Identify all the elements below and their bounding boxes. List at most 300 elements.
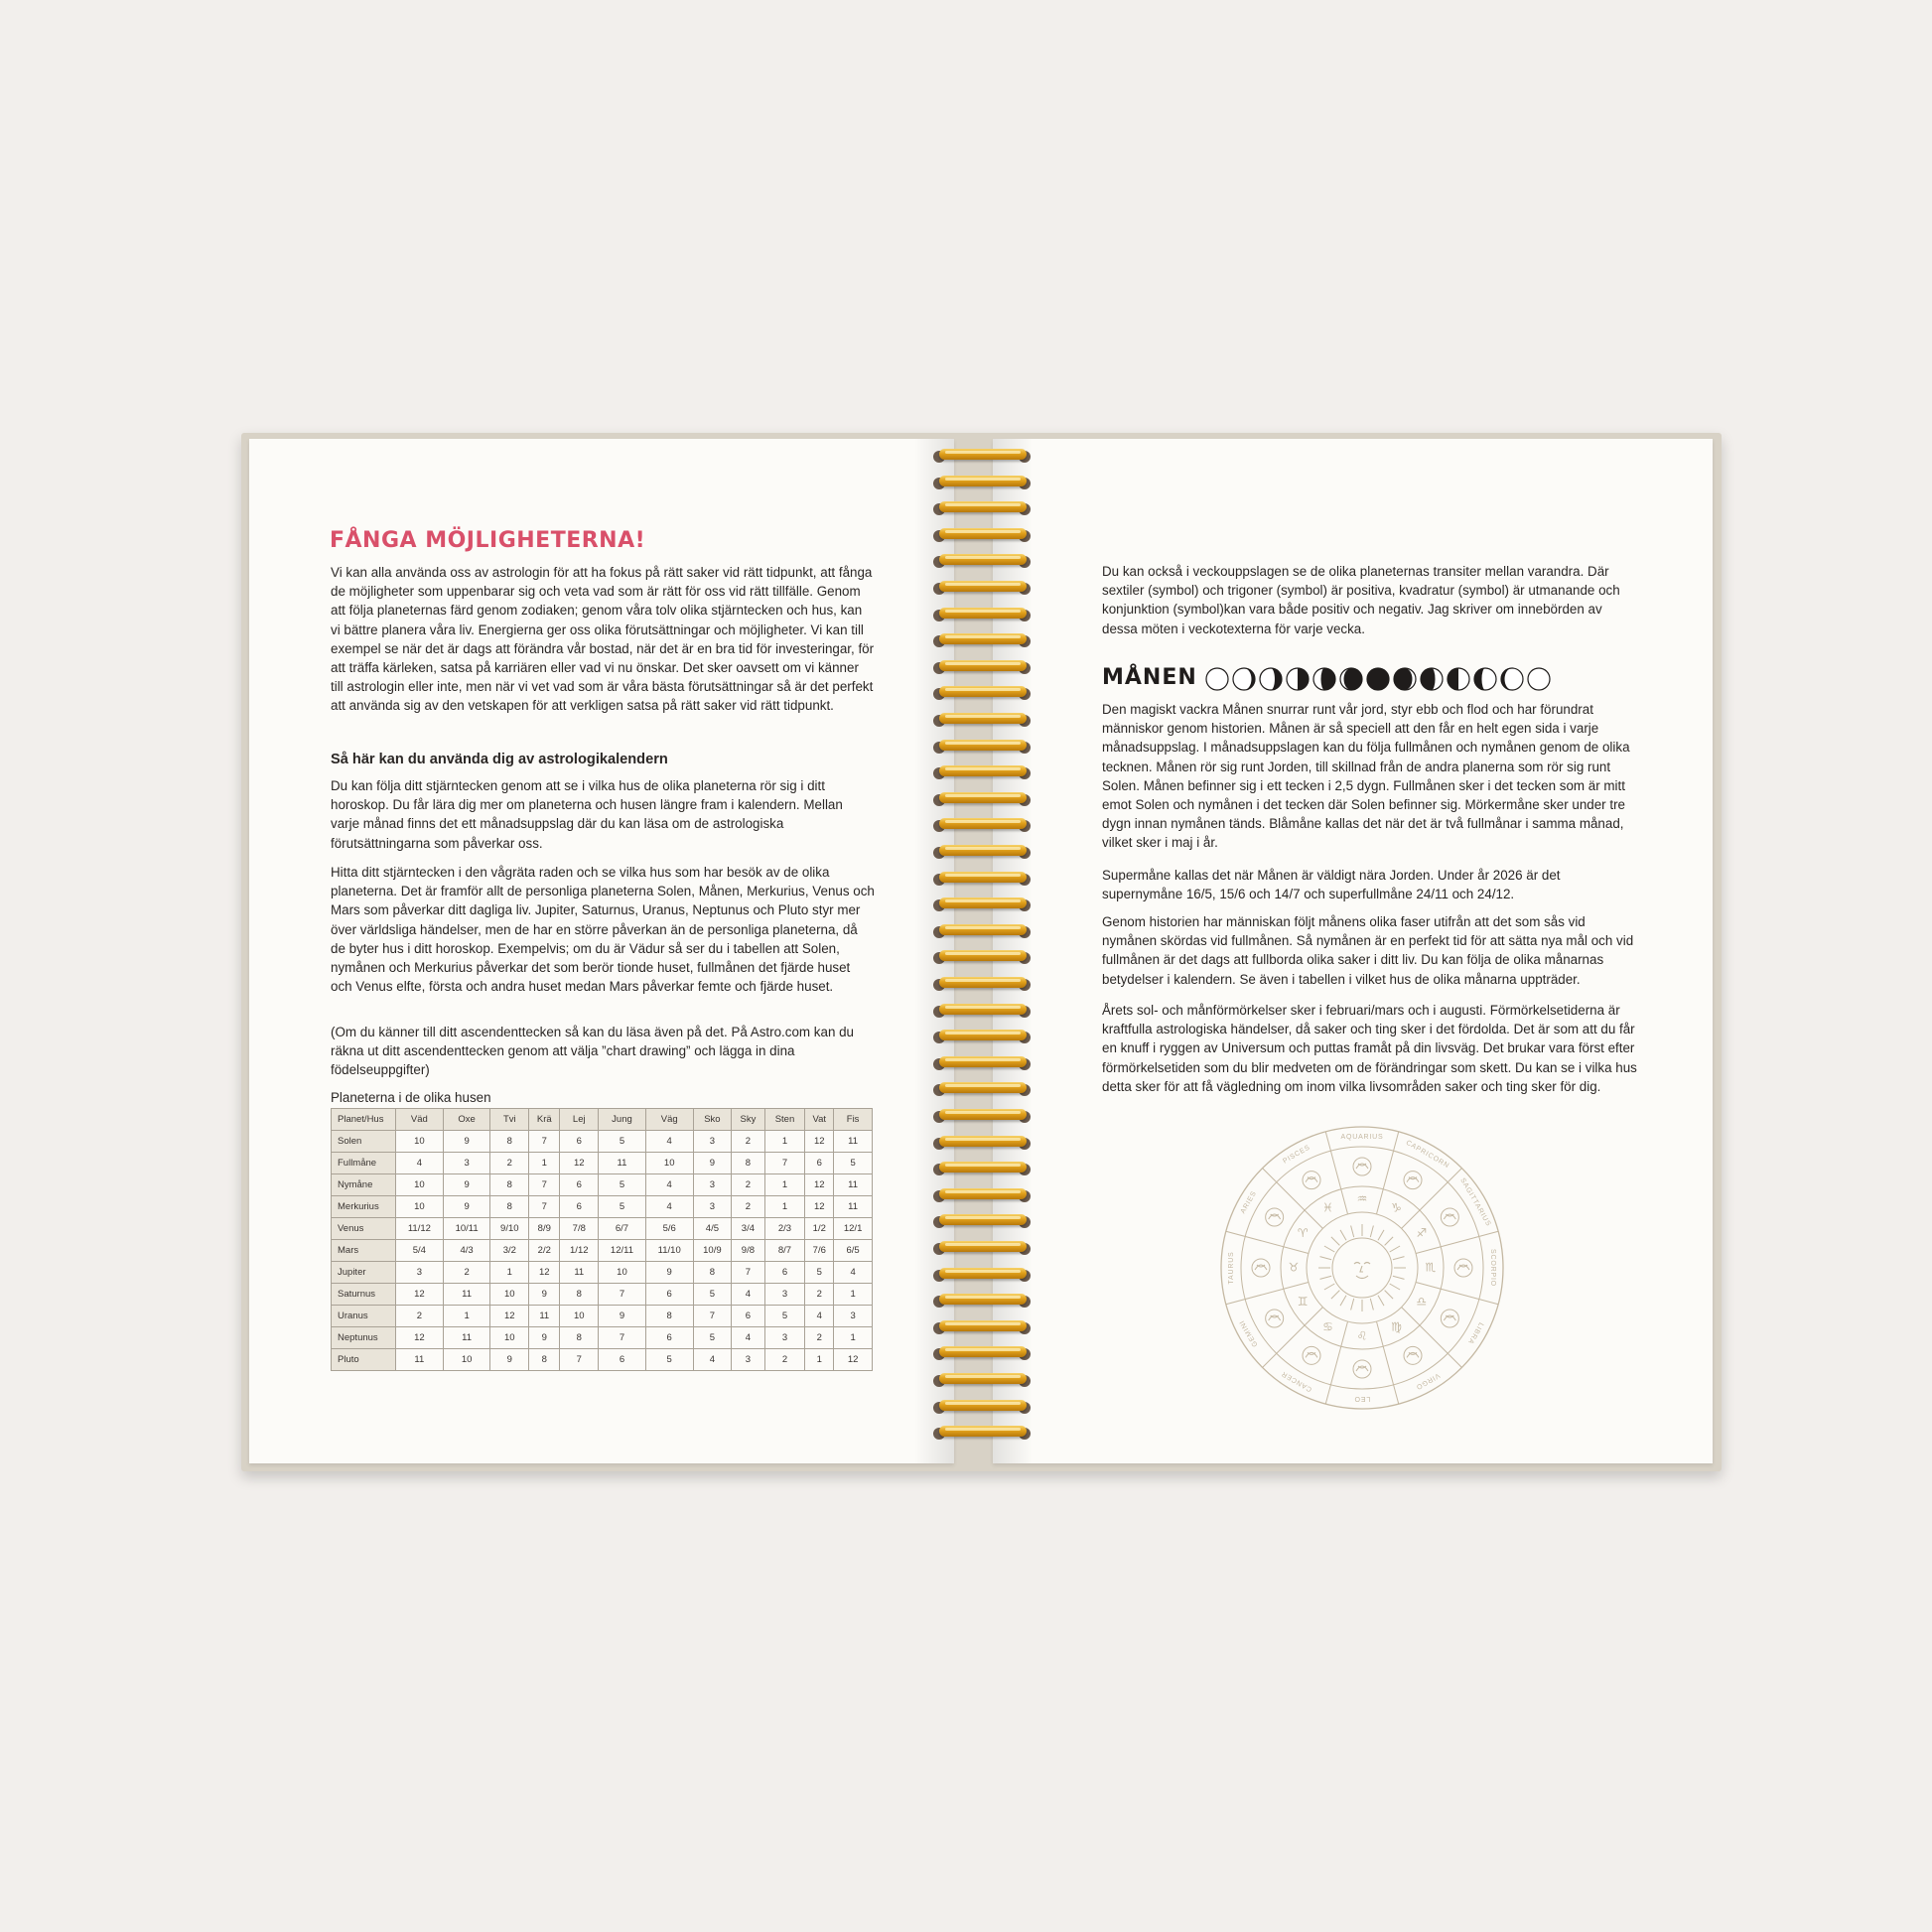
house-cell: 7 — [529, 1131, 560, 1153]
spiral-ring — [933, 1346, 1033, 1360]
house-cell: 4 — [693, 1349, 732, 1371]
spiral-ring — [933, 686, 1033, 700]
house-cell: 4 — [396, 1153, 444, 1174]
row-planet-label: Merkurius — [332, 1196, 396, 1218]
house-cell: 6 — [560, 1174, 599, 1196]
moon-paragraph-1: Den magiskt vackra Månen snurrar runt vår jord, styr ebb och flod och har förundrat människor genom historien. Månen är så speciell att den får en helt egen sida i varje månadsuppslag. I månadsuppslagen kan du följa fullmånen och nymånen genom de olika tecknen. Månen rör sig runt Jorden, till skillnad från de andra planerna som rör sig runt Solen. Månen befinner sig i ett tecken i 2,5 dygn. Fullmånen sker i det tecken som är mitt emot Solen och nymånen i det tecken där Solen befinner sig. Mörkermåne sker under tre dygn innan nymånen tänds. Blåmåne kallas det när det är två fullmånar i samma månad, vilket sker i maj i år. — [1102, 702, 1630, 851]
zodiac-glyph-icon: ♌ — [1356, 1328, 1368, 1343]
column-header: Lej — [560, 1109, 599, 1131]
house-cell: 5 — [805, 1262, 834, 1284]
spiral-ring — [933, 1268, 1033, 1282]
transits-paragraph: Du kan också i veckouppslagen se de olika planeternas transiter mellan varandra. Där sextiler (symbol) och trigoner (symbol) är positiva, kvadratur (symbol) är utmanande och konjunktion (symbol)kan vara både positiv och negativ. Jag skriver om innebörden av dessa möten i veckotexterna för varje vecka. — [1102, 564, 1620, 636]
house-cell: 7 — [529, 1174, 560, 1196]
zodiac-glyph-icon: ♐ — [1416, 1226, 1428, 1240]
house-cell: 11 — [443, 1284, 490, 1306]
house-cell: 8 — [490, 1174, 529, 1196]
house-cell: 8 — [560, 1284, 599, 1306]
spiral-ring — [933, 1162, 1033, 1175]
house-cell: 5 — [834, 1153, 873, 1174]
house-cell: 3 — [443, 1153, 490, 1174]
table-row — [332, 1131, 873, 1153]
house-cell: 11 — [599, 1153, 646, 1174]
house-cell: 8 — [732, 1153, 764, 1174]
eclipse-paragraph: Årets sol- och månförmörkelser sker i februari/mars och i augusti. Förmörkelsetiderna är kraftfulla astrologiska händelser, då saker och ting sker i det fördolda. Det är som att du får en knuff i ryggen av Universum och puttas framåt på din livsväg. Det brukar vara först efter förmörkelsetiden som du blir medveten om de förändringar som skett. Du kan se i vilka hus detta sker för att få vägledning om inom vilka livsområden saker och ting sker för dig. — [1102, 1003, 1637, 1094]
usage-paragraph-2: Hitta ditt stjärntecken i den vågräta raden och se vilka hus som har besök av de olika planeterna. Det är framför allt de personliga planeterna Solen, Månen, Merkurius, Venus och Mars som påverkar ditt dagliga liv. Jupiter, Saturnus, Uranus, Neptunus och Pluto styr mer över världsliga händelser, men de har en större påverkan än de personliga planeterna, då de byter hus i ditt horoskop. Exempelvis; om du är Vädur så ser du i tabellen att Solen, nymånen och Merkurius påverkar det som berör tionde huset, fullmånen det fjärde huset och Venus elfte, första och andra huset medan Mars påverkar femte och fjärde huset. — [331, 865, 875, 995]
house-cell: 10 — [645, 1153, 693, 1174]
moon-phase-icon — [1206, 668, 1228, 690]
house-cell: 1 — [764, 1131, 805, 1153]
spiral-ring — [933, 713, 1033, 727]
zodiac-glyph-icon: ♎ — [1416, 1295, 1428, 1309]
house-cell: 11 — [529, 1306, 560, 1327]
house-cell: 1 — [529, 1153, 560, 1174]
spiral-ring — [933, 528, 1033, 542]
table-corner-label: Planet/Hus — [332, 1109, 396, 1131]
spiral-ring — [933, 897, 1033, 911]
moon-phase-icon — [1260, 668, 1282, 690]
house-cell: 3 — [693, 1196, 732, 1218]
spiral-ring — [933, 924, 1033, 938]
house-cell: 11/12 — [396, 1218, 444, 1240]
sun-face-icon — [1354, 1263, 1370, 1279]
zodiac-figure-icon — [1404, 1172, 1422, 1189]
house-cell: 12 — [490, 1306, 529, 1327]
house-cell: 1/2 — [805, 1218, 834, 1240]
house-cell: 3/4 — [732, 1218, 764, 1240]
house-cell: 11 — [396, 1349, 444, 1371]
house-cell: 5 — [599, 1174, 646, 1196]
moon-phase-icon — [1501, 668, 1523, 690]
sun-ray — [1340, 1230, 1346, 1240]
zodiac-sign-label: TAURUS — [1227, 1251, 1235, 1285]
spiral-ring — [933, 633, 1033, 647]
zodiac-glyph-icon: ♉ — [1288, 1260, 1300, 1275]
sun-ray — [1331, 1237, 1339, 1245]
zodiac-sign-label: LEO — [1353, 1395, 1371, 1403]
spiral-ring — [933, 1004, 1033, 1018]
house-cell: 6/5 — [834, 1240, 873, 1262]
house-cell: 10 — [396, 1196, 444, 1218]
house-cell: 8/7 — [764, 1240, 805, 1262]
wheel-divider — [1226, 1282, 1309, 1304]
row-planet-label: Neptunus — [332, 1327, 396, 1349]
zodiac-sign-label: LIBRA — [1465, 1320, 1485, 1346]
wheel-divider — [1226, 1231, 1309, 1253]
spiral-ring — [933, 818, 1033, 832]
spiral-ring — [933, 1136, 1033, 1150]
spiral-ring — [933, 1188, 1033, 1202]
zodiac-figure-icon — [1266, 1208, 1284, 1226]
column-header: Sten — [764, 1109, 805, 1131]
house-cell: 4 — [834, 1262, 873, 1284]
column-header: Vat — [805, 1109, 834, 1131]
page-title: FÅNGA MÖJLIGHETERNA! — [330, 528, 646, 553]
zodiac-glyph-icon: ♑ — [1391, 1200, 1402, 1215]
house-cell: 10/9 — [693, 1240, 732, 1262]
house-cell: 5 — [693, 1284, 732, 1306]
usage-paragraph-1: Du kan följa ditt stjärntecken genom att se i vilka hus de olika planeterna rör sig i ditt horoskop. Du får lära dig mer om planeterna och husen längre fram i kalendern. Mellan varje månad finns det ett månadsuppslag där du kan läsa om de astrologiska förutsättningarna som påverkar oss. — [331, 778, 843, 851]
zodiac-figure-icon — [1252, 1259, 1270, 1277]
column-header: Oxe — [443, 1109, 490, 1131]
sun-ray — [1393, 1257, 1405, 1260]
intro-paragraph: Vi kan alla använda oss av astrologin för att ha fokus på rätt saker vid rätt tidpunkt, att fånga de möjligheter som uppenbarar sig och veta vad som är rätt för oss vid rätt tillfälle. Genom att följa planeternas färd genom zodiaken; genom våra tolv olika stjärntecken och hus, kan vi bättre planera våra liv. Energierna ger oss olika förutsättningar och möjligheter. Vi kan till exempel se när det är dags att förändra vår bostad, när det är en bra tid för investeringar, för att träffa kärleken, satsa på karriären eller vad vi nu önskar. Det sker oavsett om vi känner till astrologin eller inte, men när vi vet vad som är våra bästa förutsättningar så är det perfekt att använda sig av den vetskapen för att verkligen satsa på rätt saker vid rätt tidpunkt. — [331, 565, 875, 714]
spiral-ring — [933, 660, 1033, 674]
table-row — [332, 1306, 873, 1327]
sun-ray — [1393, 1276, 1405, 1279]
row-planet-label: Mars — [332, 1240, 396, 1262]
house-cell: 5 — [693, 1327, 732, 1349]
house-cell: 11 — [834, 1131, 873, 1153]
house-cell: 9 — [443, 1174, 490, 1196]
zodiac-glyph-icon: ♏ — [1425, 1260, 1437, 1275]
house-cell: 12 — [396, 1327, 444, 1349]
house-cell: 9 — [599, 1306, 646, 1327]
sun-ray — [1324, 1246, 1334, 1252]
zodiac-glyph-icon: ♋ — [1322, 1319, 1333, 1334]
house-cell: 4 — [732, 1284, 764, 1306]
house-cell: 2/3 — [764, 1218, 805, 1240]
sun-ray — [1319, 1276, 1331, 1279]
moon-phase-icon — [1528, 668, 1550, 690]
moon-history-paragraph: Genom historien har människan följt månens olika faser utifrån att det som sås vid nymånen skördas vid fullmånen. Så nymånen är en perfekt tid för att sätta nya mål och vid fullmånen är det dags att fullborda olika saker i ditt liv. Du kan följa de olika månarnas betydelser i kalendern. Se även i tabellen i vilket hus de olika månarna uppträder. — [1102, 914, 1634, 987]
zodiac-sign-label: CANCER — [1280, 1369, 1313, 1393]
house-cell: 8 — [693, 1262, 732, 1284]
house-cell: 10 — [396, 1131, 444, 1153]
zodiac-glyph-icon: ♊ — [1297, 1295, 1309, 1309]
house-cell: 10 — [560, 1306, 599, 1327]
house-cell: 4 — [805, 1306, 834, 1327]
house-cell: 4 — [732, 1327, 764, 1349]
house-cell: 8 — [645, 1306, 693, 1327]
house-cell: 9 — [693, 1153, 732, 1174]
house-cell: 11 — [834, 1174, 873, 1196]
spiral-ring — [933, 1400, 1033, 1414]
house-cell: 11/10 — [645, 1240, 693, 1262]
house-cell: 2 — [805, 1327, 834, 1349]
house-cell: 4/3 — [443, 1240, 490, 1262]
moon-phase-icon — [1394, 668, 1416, 690]
row-planet-label: Venus — [332, 1218, 396, 1240]
row-planet-label: Fullmåne — [332, 1153, 396, 1174]
table-header-row — [332, 1109, 873, 1131]
house-cell: 1 — [443, 1306, 490, 1327]
moon-phase-icon — [1474, 668, 1496, 690]
house-cell: 7 — [732, 1262, 764, 1284]
house-cell: 11 — [560, 1262, 599, 1284]
zodiac-glyph-icon: ♈ — [1297, 1226, 1309, 1240]
sun-ray — [1385, 1291, 1393, 1299]
zodiac-figure-icon — [1353, 1158, 1371, 1175]
table-row — [332, 1153, 873, 1174]
zodiac-sign-label: AQUARIUS — [1340, 1133, 1384, 1141]
house-cell: 3 — [834, 1306, 873, 1327]
house-cell: 7 — [599, 1327, 646, 1349]
spiral-ring — [933, 501, 1033, 515]
zodiac-figure-icon — [1441, 1310, 1458, 1327]
supermoon-paragraph: Supermåne kallas det när Månen är väldigt nära Jorden. Under år 2026 är det supernymåne 16/5, 15/6 och 14/7 och superfullmåne 24/11 och 24/12. — [1102, 868, 1561, 902]
house-cell: 3 — [732, 1349, 764, 1371]
house-cell: 3 — [764, 1327, 805, 1349]
house-cell: 6 — [645, 1284, 693, 1306]
house-cell: 1 — [764, 1196, 805, 1218]
house-cell: 10/11 — [443, 1218, 490, 1240]
wheel-divider — [1416, 1282, 1498, 1304]
house-cell: 2 — [490, 1153, 529, 1174]
zodiac-sign-label: VIRGO — [1414, 1371, 1442, 1391]
spiral-ring — [933, 449, 1033, 463]
wheel-divider — [1416, 1231, 1498, 1253]
zodiac-figure-icon — [1441, 1208, 1458, 1226]
house-cell: 9 — [490, 1349, 529, 1371]
spiral-ring — [933, 977, 1033, 991]
house-cell: 1 — [834, 1327, 873, 1349]
wheel-divider — [1263, 1169, 1323, 1229]
spiral-ring — [933, 740, 1033, 754]
house-cell: 8 — [490, 1131, 529, 1153]
house-cell: 6/7 — [599, 1218, 646, 1240]
spiral-ring — [933, 792, 1033, 806]
sun-ray — [1319, 1257, 1331, 1260]
zodiac-figure-icon — [1266, 1310, 1284, 1327]
house-cell: 11 — [834, 1196, 873, 1218]
table-row — [332, 1174, 873, 1196]
spiral-ring — [933, 1030, 1033, 1043]
house-cell: 8 — [490, 1196, 529, 1218]
planet-house-table — [331, 1108, 873, 1371]
moon-phases-row — [1204, 666, 1562, 692]
table-caption: Planeterna i de olika husen — [331, 1090, 491, 1105]
house-cell: 6 — [805, 1153, 834, 1174]
house-cell: 12 — [529, 1262, 560, 1284]
house-cell: 7/6 — [805, 1240, 834, 1262]
house-cell: 10 — [443, 1349, 490, 1371]
house-cell: 8/9 — [529, 1218, 560, 1240]
spiral-ring — [933, 608, 1033, 621]
house-cell: 7/8 — [560, 1218, 599, 1240]
house-cell: 6 — [764, 1262, 805, 1284]
house-cell: 10 — [396, 1174, 444, 1196]
house-cell: 3 — [693, 1174, 732, 1196]
house-cell: 9/10 — [490, 1218, 529, 1240]
sun-ray — [1351, 1299, 1354, 1311]
house-cell: 1/12 — [560, 1240, 599, 1262]
row-planet-label: Saturnus — [332, 1284, 396, 1306]
house-cell: 9/8 — [732, 1240, 764, 1262]
moon-phase-icon — [1367, 668, 1389, 690]
house-cell: 7 — [560, 1349, 599, 1371]
house-cell: 6 — [732, 1306, 764, 1327]
spiral-ring — [933, 476, 1033, 489]
zodiac-glyph-icon: ♍ — [1391, 1319, 1402, 1334]
sun-face-ring — [1332, 1238, 1392, 1298]
sun-ray — [1385, 1237, 1393, 1245]
sun-ray — [1370, 1225, 1373, 1237]
sun-ray — [1370, 1299, 1373, 1311]
spiral-ring — [933, 872, 1033, 886]
house-cell: 7 — [764, 1153, 805, 1174]
table-row — [332, 1349, 873, 1371]
spiral-ring — [933, 581, 1033, 595]
zodiac-wheel-illustration — [1219, 1125, 1505, 1411]
house-cell: 2 — [732, 1174, 764, 1196]
house-cell: 9 — [529, 1284, 560, 1306]
column-header: Tvi — [490, 1109, 529, 1131]
sun-ray — [1390, 1246, 1400, 1252]
house-cell: 3/2 — [490, 1240, 529, 1262]
moon-phase-icon — [1448, 668, 1469, 690]
section-subtitle: Så här kan du använda dig av astrologikalendern — [331, 752, 668, 767]
column-header: Väg — [645, 1109, 693, 1131]
moon-phase-icon — [1340, 668, 1362, 690]
house-cell: 12/11 — [599, 1240, 646, 1262]
spiral-ring — [933, 1426, 1033, 1440]
zodiac-sign-label: PISCES — [1282, 1144, 1312, 1166]
house-cell: 2 — [732, 1196, 764, 1218]
table-row — [332, 1240, 873, 1262]
house-cell: 4/5 — [693, 1218, 732, 1240]
house-cell: 1 — [805, 1349, 834, 1371]
row-planet-label: Uranus — [332, 1306, 396, 1327]
house-cell: 5 — [764, 1306, 805, 1327]
spiral-ring — [933, 1214, 1033, 1228]
house-cell: 4 — [645, 1174, 693, 1196]
sun-ray — [1351, 1225, 1354, 1237]
zodiac-figure-icon — [1454, 1259, 1472, 1277]
spiral-ring — [933, 950, 1033, 964]
row-planet-label: Nymåne — [332, 1174, 396, 1196]
column-header: Jung — [599, 1109, 646, 1131]
zodiac-sign-label: SCORPIO — [1489, 1249, 1497, 1287]
zodiac-sign-label: GEMINI — [1238, 1318, 1260, 1348]
house-cell: 10 — [599, 1262, 646, 1284]
house-cell: 2 — [443, 1262, 490, 1284]
house-cell: 6 — [599, 1349, 646, 1371]
moon-section-title: MÅNEN — [1102, 665, 1197, 690]
house-cell: 4 — [645, 1131, 693, 1153]
wheel-divider — [1376, 1321, 1398, 1404]
moon-phase-icon — [1313, 668, 1335, 690]
sun-ray — [1378, 1296, 1384, 1306]
wheel-divider — [1325, 1321, 1347, 1404]
table-row — [332, 1218, 873, 1240]
house-cell: 2 — [805, 1284, 834, 1306]
house-cell: 5 — [599, 1131, 646, 1153]
house-cell: 12 — [560, 1153, 599, 1174]
row-planet-label: Jupiter — [332, 1262, 396, 1284]
zodiac-glyph-icon: ♒ — [1356, 1191, 1368, 1206]
spiral-ring — [933, 1373, 1033, 1387]
house-cell: 2/2 — [529, 1240, 560, 1262]
zodiac-figure-icon — [1303, 1172, 1320, 1189]
spiral-ring — [933, 554, 1033, 568]
spiral-ring — [933, 1056, 1033, 1070]
house-cell: 6 — [645, 1327, 693, 1349]
house-cell: 12 — [805, 1196, 834, 1218]
zodiac-sign-label: CAPRICORN — [1404, 1139, 1450, 1171]
house-cell: 12/1 — [834, 1218, 873, 1240]
spiral-ring — [933, 1241, 1033, 1255]
house-cell: 1 — [834, 1284, 873, 1306]
zodiac-figure-icon — [1303, 1346, 1320, 1364]
house-cell: 9 — [443, 1131, 490, 1153]
house-cell: 5/6 — [645, 1218, 693, 1240]
ascendant-note: (Om du känner till ditt ascendenttecken så kan du läsa även på det. På Astro.com kan du räkna ut ditt ascendenttecken genom att välja ”chart drawing” och lägga in dina födelseuppgifter) — [331, 1025, 855, 1078]
house-cell: 1 — [764, 1174, 805, 1196]
house-cell: 2 — [732, 1131, 764, 1153]
house-cell: 1 — [490, 1262, 529, 1284]
house-cell: 12 — [805, 1131, 834, 1153]
house-cell: 5 — [599, 1196, 646, 1218]
zodiac-figure-icon — [1404, 1346, 1422, 1364]
spiral-ring — [933, 1320, 1033, 1334]
spiral-ring — [933, 1294, 1033, 1308]
table-row — [332, 1284, 873, 1306]
spiral-ring — [933, 765, 1033, 779]
house-cell: 8 — [529, 1349, 560, 1371]
spiral-ring — [933, 1082, 1033, 1096]
column-header: Sko — [693, 1109, 732, 1131]
house-cell: 9 — [645, 1262, 693, 1284]
house-cell: 3 — [693, 1131, 732, 1153]
house-cell: 12 — [834, 1349, 873, 1371]
house-cell: 3 — [396, 1262, 444, 1284]
house-cell: 7 — [529, 1196, 560, 1218]
house-cell: 9 — [443, 1196, 490, 1218]
table-row — [332, 1262, 873, 1284]
house-cell: 6 — [560, 1131, 599, 1153]
sun-ray — [1378, 1230, 1384, 1240]
house-cell: 12 — [805, 1174, 834, 1196]
sun-ray — [1390, 1284, 1400, 1290]
spiral-binding — [933, 449, 1033, 1451]
house-cell: 7 — [599, 1284, 646, 1306]
moon-phase-icon — [1421, 668, 1443, 690]
row-planet-label: Solen — [332, 1131, 396, 1153]
table-row — [332, 1196, 873, 1218]
wheel-divider — [1402, 1169, 1462, 1229]
table-row — [332, 1327, 873, 1349]
house-cell: 2 — [764, 1349, 805, 1371]
house-cell: 11 — [443, 1327, 490, 1349]
zodiac-sign-label: SAGITTARIUS — [1458, 1176, 1492, 1228]
zodiac-sign-label: ARIES — [1239, 1189, 1259, 1215]
house-cell: 8 — [560, 1327, 599, 1349]
house-cell: 6 — [560, 1196, 599, 1218]
column-header: Krä — [529, 1109, 560, 1131]
house-cell: 4 — [645, 1196, 693, 1218]
spiral-ring — [933, 845, 1033, 859]
sun-ray — [1340, 1296, 1346, 1306]
house-cell: 5/4 — [396, 1240, 444, 1262]
house-cell: 7 — [693, 1306, 732, 1327]
moon-phase-icon — [1233, 668, 1255, 690]
house-cell: 5 — [645, 1349, 693, 1371]
sun-ray — [1331, 1291, 1339, 1299]
spiral-ring — [933, 1109, 1033, 1123]
zodiac-figure-icon — [1353, 1360, 1371, 1378]
house-cell: 10 — [490, 1327, 529, 1349]
sun-ray — [1324, 1284, 1334, 1290]
house-cell: 2 — [396, 1306, 444, 1327]
row-planet-label: Pluto — [332, 1349, 396, 1371]
column-header: Fis — [834, 1109, 873, 1131]
house-cell: 3 — [764, 1284, 805, 1306]
column-header: Väd — [396, 1109, 444, 1131]
column-header: Sky — [732, 1109, 764, 1131]
moon-phase-icon — [1287, 668, 1309, 690]
house-cell: 9 — [529, 1327, 560, 1349]
house-cell: 12 — [396, 1284, 444, 1306]
